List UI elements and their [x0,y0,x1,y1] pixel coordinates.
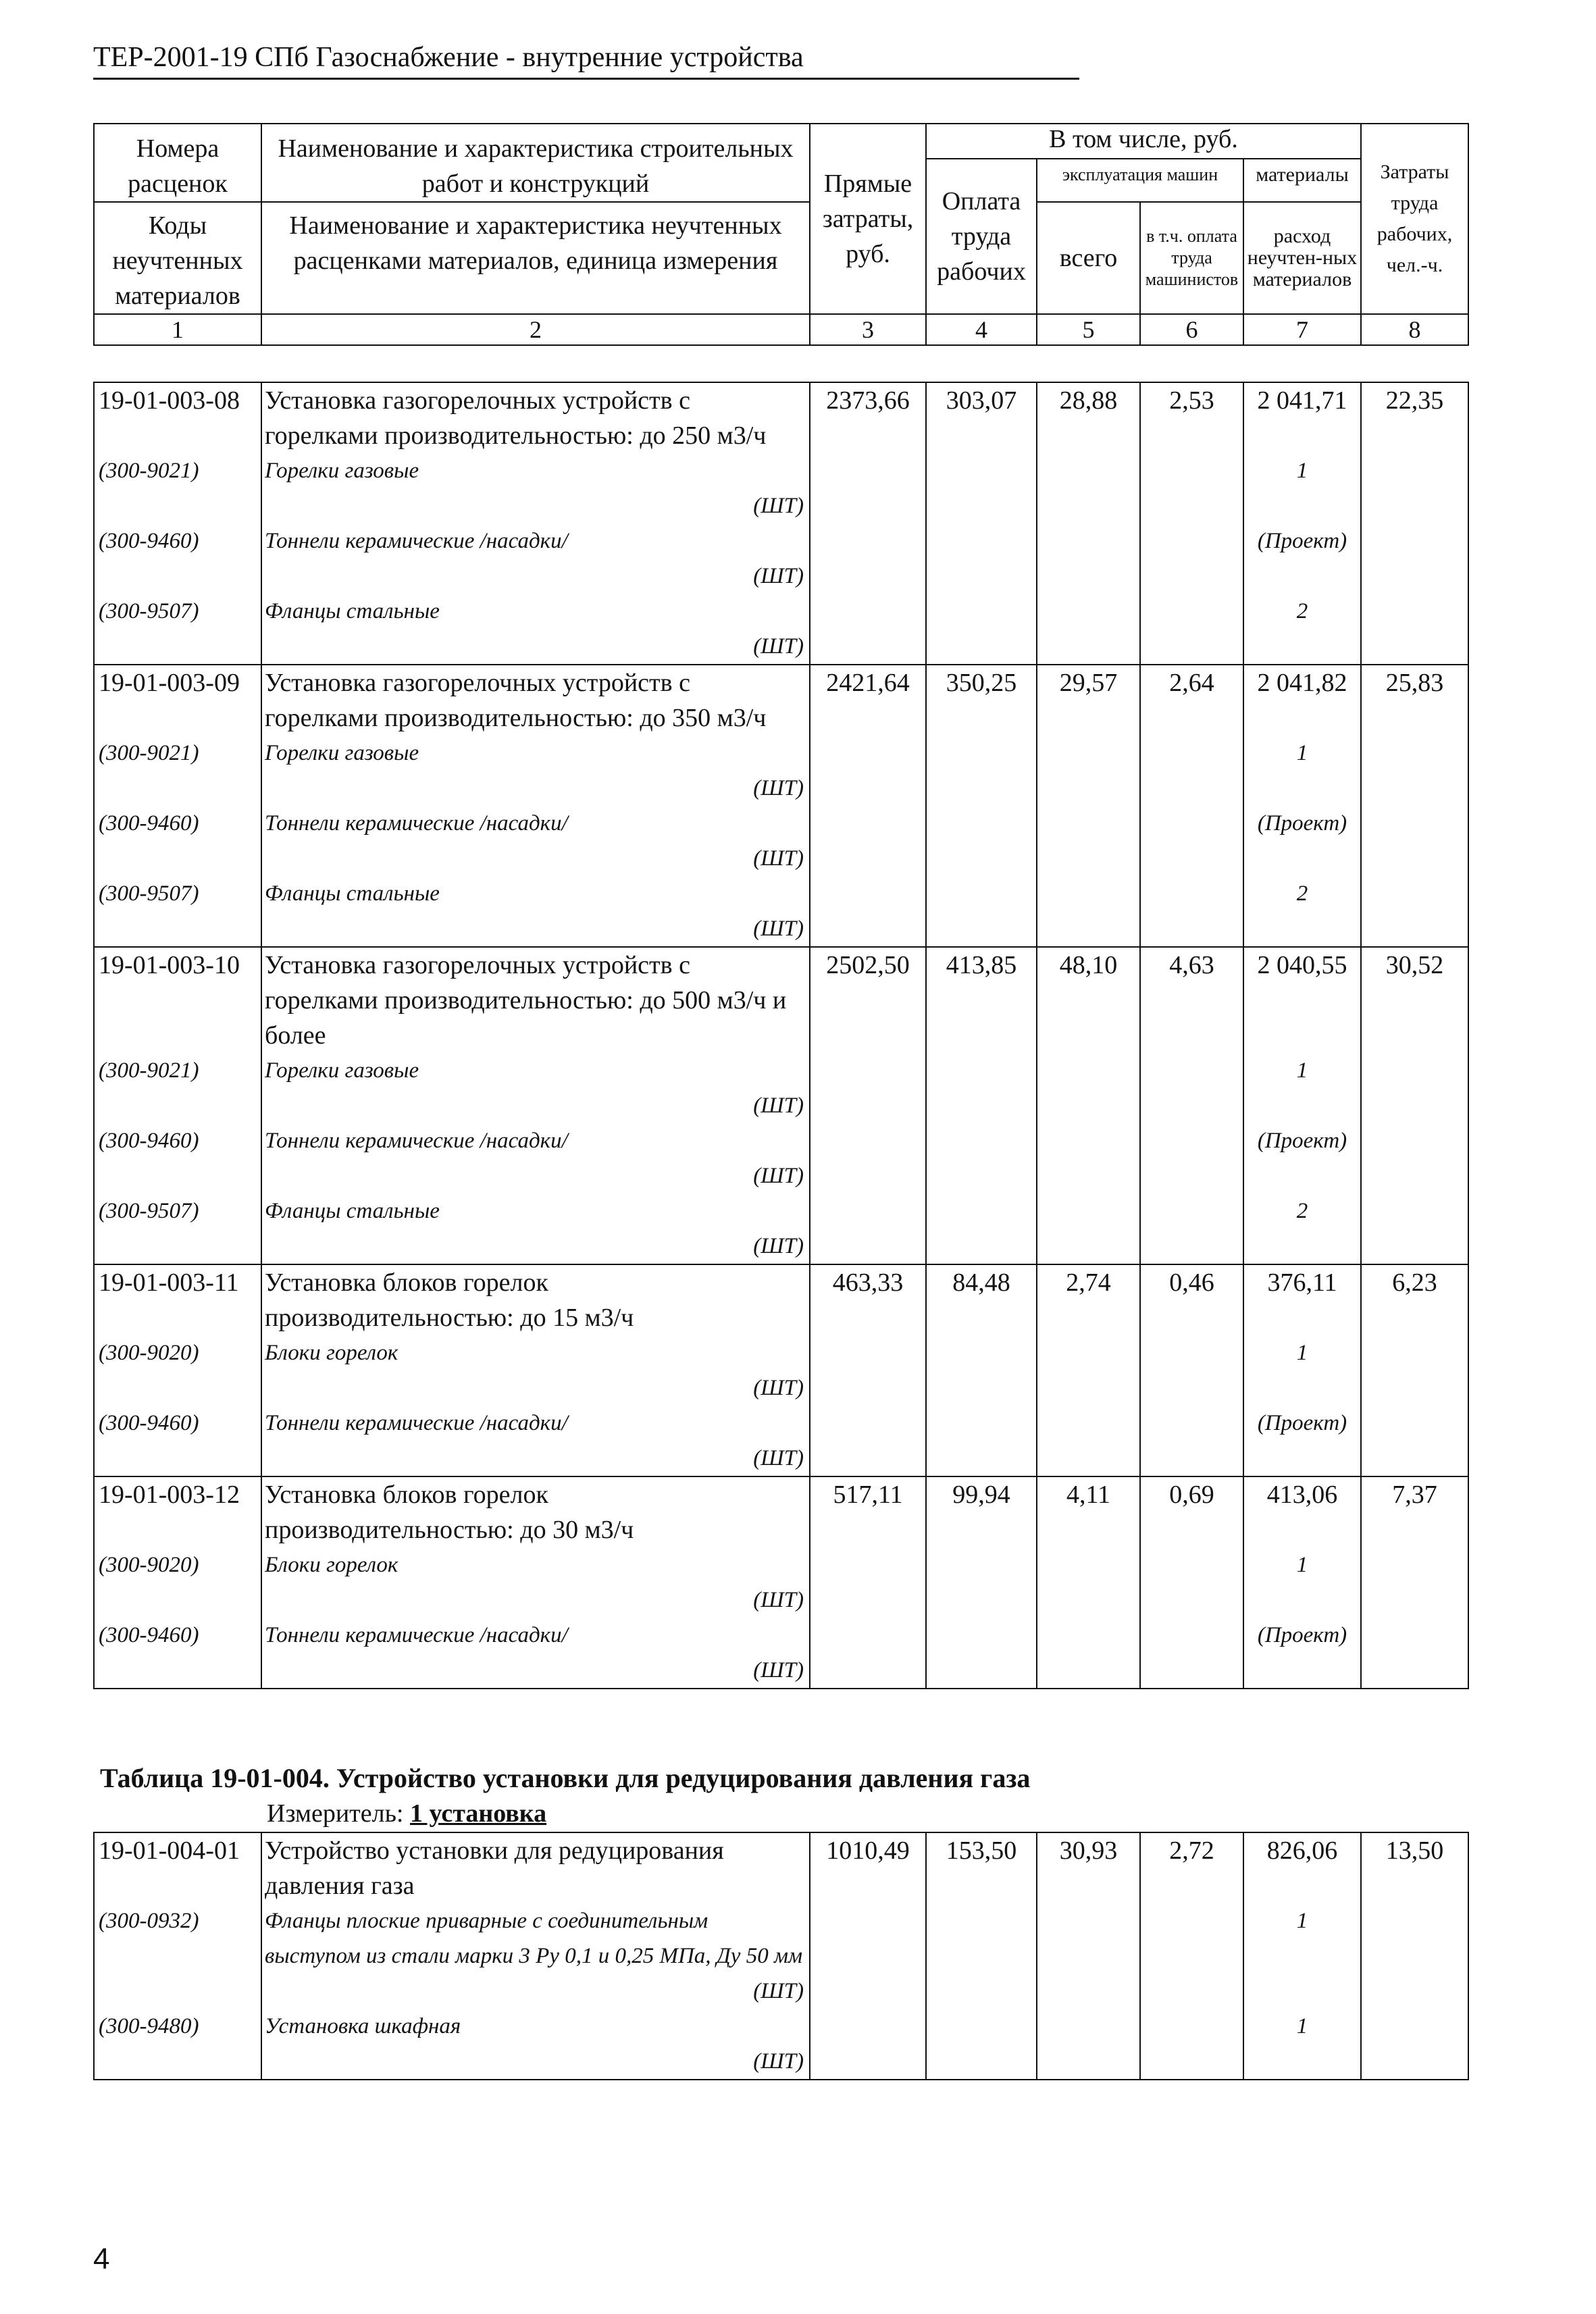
rates-table-19-01-003 [93,382,1469,1689]
header-col6: в т.ч. оплата труда машинистов [1140,202,1243,314]
rate-name-cell [261,947,810,1264]
measure-value: 1 установка [410,1799,547,1828]
col-number: 8 [1361,314,1468,345]
rate-code-cell [94,1476,261,1689]
rate-row [94,947,1468,1264]
rate-machines-labor-cell [1140,382,1243,665]
material-qty: 1 [1296,1341,1308,1365]
rate-machines-labor: 2,53 [1169,386,1214,415]
header-col5: всего [1037,202,1140,314]
material-name: Фланцы стальные [265,599,440,623]
material-name: Горелки газовые [265,741,419,765]
rate-labor: 413,85 [946,951,1017,979]
rate-name-cell [261,1832,810,2080]
rate-materials: 413,06 [1266,1481,1338,1509]
material-name: Блоки горелок [265,1553,398,1577]
col-number: 2 [261,314,810,345]
material-unit: (ШТ) [753,1376,804,1400]
rate-labor: 303,07 [946,386,1017,415]
material-code: (300-9460) [99,529,199,553]
rate-name: Установка газогорелочных устройств с горелками производительностью: до 350 м3/ч [265,669,767,732]
material-unit: (ШТ) [753,634,804,659]
page-number: 4 [93,2242,110,2276]
rate-materials-cell [1243,665,1361,947]
rate-name: Установка блоков горелок производительностью: до 30 м3/ч [265,1481,634,1544]
material-unit: (ШТ) [753,846,804,871]
rate-code-cell [94,665,261,947]
rate-machines-total-cell [1037,1264,1140,1476]
rate-direct-cell [810,947,926,1264]
material-name: Фланцы плоские приварные с соединительным выступом из стали марки 3 Ру 0,1 и 0,25 МПа, Ду 50 мм [265,1909,803,1968]
header-machines: эксплуатация машин [1037,159,1243,202]
rate-labor: 99,94 [952,1481,1010,1509]
rate-machines-total: 30,93 [1059,1836,1118,1865]
rate-labor-hours-cell [1361,1264,1468,1476]
rate-code: 19-01-003-11 [99,1268,239,1297]
header-col4: Оплата труда рабочих [926,159,1037,314]
rate-machines-total: 4,11 [1066,1481,1111,1509]
rate-labor: 350,25 [946,669,1017,697]
rate-direct-cell [810,1832,926,2080]
rate-materials-cell [1243,1832,1361,2080]
rate-code: 19-01-003-09 [99,669,240,697]
material-qty: 1 [1296,741,1308,765]
rate-name-cell [261,382,810,665]
measure-line [267,1797,546,1830]
rate-machines-total-cell [1037,1476,1140,1689]
header-numbers-row [94,314,1468,345]
rate-direct: 2502,50 [826,951,910,979]
rate-labor-hours-cell [1361,1832,1468,2080]
rate-labor: 84,48 [952,1268,1010,1297]
col-number: 1 [94,314,261,345]
rate-direct: 2421,64 [826,669,910,697]
material-qty: (Проект) [1257,811,1347,835]
material-name: Тоннели керамические /насадки/ [265,811,568,835]
rate-labor-hours: 6,23 [1392,1268,1437,1297]
rate-machines-total-cell [1037,382,1140,665]
rate-name-cell [261,1476,810,1689]
rate-materials-cell [1243,947,1361,1264]
rate-labor-cell [926,1832,1037,2080]
rate-labor: 153,50 [946,1836,1017,1865]
rate-materials: 376,11 [1267,1268,1337,1297]
rate-row [94,665,1468,947]
material-qty: (Проект) [1257,1129,1347,1153]
rate-machines-total: 48,10 [1059,951,1118,979]
section-caption: Таблица 19-01-004. Устройство установки для редуцирования давления газа [100,1763,1031,1793]
col-number: 6 [1140,314,1243,345]
rate-materials: 2 040,55 [1257,951,1347,979]
rate-materials: 826,06 [1266,1836,1338,1865]
rate-labor-hours-cell [1361,947,1468,1264]
rate-machines-labor: 4,63 [1169,951,1214,979]
rate-machines-total: 28,88 [1059,386,1118,415]
material-unit: (ШТ) [753,1979,804,2003]
rate-row [94,1264,1468,1476]
material-name: Фланцы стальные [265,1199,440,1223]
rate-machines-labor: 2,64 [1169,669,1214,697]
rate-materials: 2 041,71 [1257,386,1347,415]
material-name: Тоннели керамические /насадки/ [265,529,568,553]
material-unit: (ШТ) [753,1094,804,1118]
rate-labor-cell [926,382,1037,665]
rate-name: Установка газогорелочных устройств с горелками производительностью: до 500 м3/ч и более [265,951,787,1050]
material-code: (300-0932) [99,1909,199,1933]
rate-machines-labor-cell [1140,1264,1243,1476]
material-qty: 2 [1296,881,1308,906]
rate-code-cell [94,1264,261,1476]
material-code: (300-9020) [99,1553,199,1577]
header-col8: Затраты труда рабочих, чел.-ч. [1361,124,1468,314]
material-code: (300-9020) [99,1341,199,1365]
rate-name: Устройство установки для редуцирования давления газа [265,1836,724,1900]
rate-code: 19-01-003-12 [99,1481,240,1509]
header-col1-bottom: Коды неучтенных материалов [94,202,261,314]
material-code: (300-9460) [99,1623,199,1647]
material-unit: (ШТ) [753,1588,804,1612]
rate-labor-cell [926,947,1037,1264]
material-code: (300-9480) [99,2014,199,2038]
rate-machines-labor-cell [1140,665,1243,947]
header-col3: Прямые затраты, руб. [810,124,926,314]
rate-materials-cell [1243,1264,1361,1476]
table-header [93,123,1469,346]
rate-code: 19-01-003-08 [99,386,240,415]
col-number: 7 [1243,314,1361,345]
rate-name-cell [261,1264,810,1476]
material-qty: 1 [1296,2014,1308,2038]
rate-code-cell [94,382,261,665]
rate-row [94,1476,1468,1689]
rate-row [94,382,1468,665]
rate-direct-cell [810,1476,926,1689]
rate-labor-cell [926,665,1037,947]
rate-name: Установка газогорелочных устройств с горелками производительностью: до 250 м3/ч [265,386,767,450]
material-code: (300-9460) [99,811,199,835]
material-unit: (ШТ) [753,1164,804,1188]
header-col7: расход неучтен-ных материалов [1243,202,1361,314]
material-code: (300-9021) [99,741,199,765]
material-name: Тоннели керамические /насадки/ [265,1623,568,1647]
rate-direct-cell [810,665,926,947]
rate-labor-hours: 22,35 [1385,386,1444,415]
rate-machines-labor-cell [1140,1476,1243,1689]
header-group: В том числе, руб. [926,124,1361,159]
rate-name-cell [261,665,810,947]
material-unit: (ШТ) [753,776,804,800]
rate-labor-cell [926,1264,1037,1476]
rate-materials-cell [1243,1476,1361,1689]
material-qty: 1 [1296,459,1308,483]
material-unit: (ШТ) [753,1446,804,1470]
material-unit: (ШТ) [753,1234,804,1258]
rate-machines-total-cell [1037,1832,1140,2080]
material-qty: 1 [1296,1909,1308,1933]
rate-labor-hours-cell [1361,382,1468,665]
rate-machines-labor-cell [1140,1832,1243,2080]
rate-materials-cell [1243,382,1361,665]
rate-labor-hours: 13,50 [1385,1836,1444,1865]
material-name: Тоннели керамические /насадки/ [265,1411,568,1435]
rate-materials: 2 041,82 [1257,669,1347,697]
rate-direct: 2373,66 [826,386,910,415]
rate-direct: 463,33 [832,1268,904,1297]
rate-code-cell [94,947,261,1264]
rate-machines-labor: 0,69 [1169,1481,1214,1509]
material-unit: (ШТ) [753,917,804,941]
measure-label: Измеритель: [267,1799,404,1828]
rate-machines-total-cell [1037,947,1140,1264]
rate-machines-total: 29,57 [1059,669,1118,697]
col-number: 3 [810,314,926,345]
material-code: (300-9460) [99,1129,199,1153]
material-unit: (ШТ) [753,1658,804,1682]
rate-direct-cell [810,1264,926,1476]
material-code: (300-9460) [99,1411,199,1435]
rate-machines-total: 2,74 [1066,1268,1111,1297]
material-name: Фланцы стальные [265,881,440,906]
material-unit: (ШТ) [753,564,804,588]
material-code: (300-9507) [99,599,199,623]
material-qty: 1 [1296,1058,1308,1083]
material-name: Горелки газовые [265,459,419,483]
rate-direct: 1010,49 [826,1836,910,1865]
col-number: 5 [1037,314,1140,345]
rate-machines-total-cell [1037,665,1140,947]
rate-machines-labor: 2,72 [1169,1836,1214,1865]
material-code: (300-9507) [99,1199,199,1223]
rate-code: 19-01-003-10 [99,951,240,979]
rate-machines-labor: 0,46 [1169,1268,1214,1297]
material-unit: (ШТ) [753,494,804,518]
material-name: Установка шкафная [265,2014,461,2038]
material-code: (300-9021) [99,459,199,483]
material-qty: (Проект) [1257,529,1347,553]
material-name: Блоки горелок [265,1341,398,1365]
rate-direct-cell [810,382,926,665]
rates-table-19-01-004 [93,1832,1469,2080]
col-number: 4 [926,314,1037,345]
rate-labor-hours-cell [1361,665,1468,947]
rate-machines-labor-cell [1140,947,1243,1264]
material-name: Тоннели керамические /насадки/ [265,1129,568,1153]
material-name: Горелки газовые [265,1058,419,1083]
material-qty: 2 [1296,599,1308,623]
material-code: (300-9021) [99,1058,199,1083]
rate-row [94,1832,1468,2080]
material-qty: (Проект) [1257,1411,1347,1435]
rate-labor-hours-cell [1361,1476,1468,1689]
rate-code-cell [94,1832,261,2080]
material-unit: (ШТ) [753,2049,804,2074]
material-qty: (Проект) [1257,1623,1347,1647]
material-qty: 1 [1296,1553,1308,1577]
rate-name: Установка блоков горелок производительностью: до 15 м3/ч [265,1268,634,1332]
header-col2-bottom: Наименование и характеристика неучтенных расценками материалов, единица измерения [261,202,810,314]
rate-labor-cell [926,1476,1037,1689]
rate-labor-hours: 30,52 [1385,951,1444,979]
material-code: (300-9507) [99,881,199,906]
header-col2-top: Наименование и характеристика строительных работ и конструкций [261,124,810,202]
rate-direct: 517,11 [833,1481,903,1509]
document-title: ТЕР-2001-19 СПб Газоснабжение - внутренние устройства [93,37,1079,80]
header-materials: материалы [1243,159,1361,202]
rate-labor-hours: 25,83 [1385,669,1444,697]
rate-code: 19-01-004-01 [99,1836,240,1865]
material-qty: 2 [1296,1199,1308,1223]
header-col1-top: Номера расценок [94,124,261,202]
rate-labor-hours: 7,37 [1392,1481,1437,1509]
